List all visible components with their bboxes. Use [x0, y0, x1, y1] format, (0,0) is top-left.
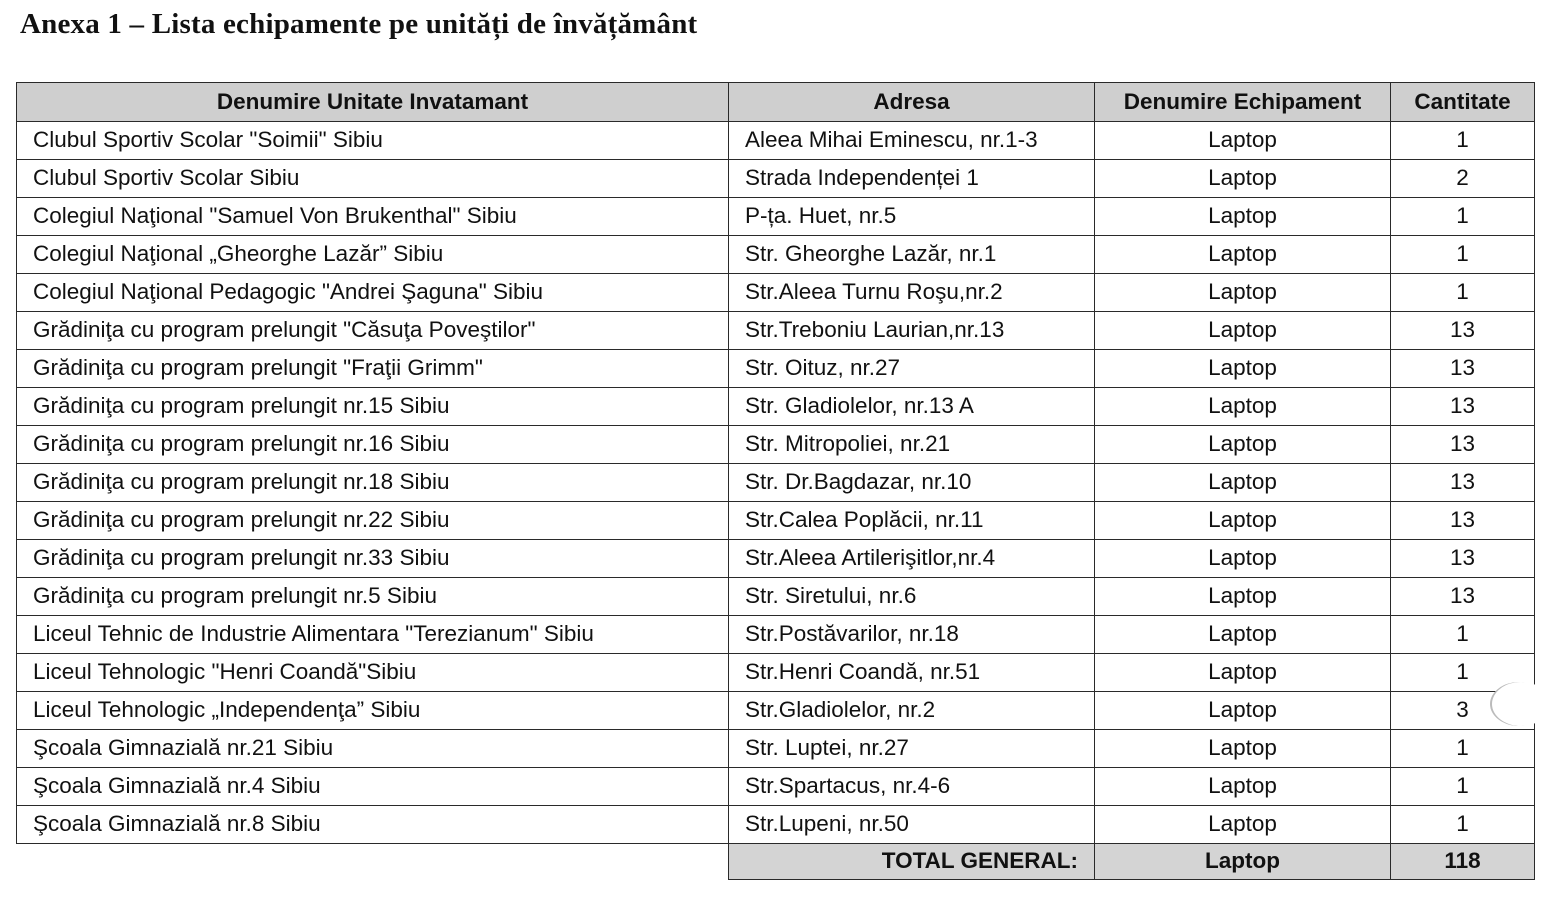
- quantity-cell: 3: [1391, 692, 1535, 730]
- table-row: [17, 578, 1535, 616]
- address-cell: Str.Aleea Artilerişitlor,nr.4: [729, 540, 1095, 578]
- unit-name-cell: Şcoala Gimnazială nr.8 Sibiu: [17, 806, 729, 844]
- page-title: Anexa 1 – Lista echipamente pe unități de învățământ: [20, 8, 698, 40]
- address-cell: Str. Gladiolelor, nr.13 A: [729, 388, 1095, 426]
- table-row: [17, 654, 1535, 692]
- unit-name-cell: Grădiniţa cu program prelungit nr.22 Sibiu: [17, 502, 729, 540]
- address-cell: Str. Mitropoliei, nr.21: [729, 426, 1095, 464]
- unit-name-cell: Grădiniţa cu program prelungit nr.15 Sibiu: [17, 388, 729, 426]
- equipment-cell: Laptop: [1095, 806, 1391, 844]
- table-row: [17, 806, 1535, 844]
- header-quantity: Cantitate: [1391, 83, 1535, 122]
- address-cell: Str.Gladiolelor, nr.2: [729, 692, 1095, 730]
- equipment-cell: Laptop: [1095, 198, 1391, 236]
- quantity-cell: 13: [1391, 350, 1535, 388]
- unit-name-cell: Grădiniţa cu program prelungit nr.16 Sibiu: [17, 426, 729, 464]
- quantity-cell: 1: [1391, 730, 1535, 768]
- total-quantity: 118: [1391, 844, 1535, 880]
- total-row: [17, 844, 1535, 880]
- total-row-spacer: [17, 844, 729, 880]
- address-cell: P-ța. Huet, nr.5: [729, 198, 1095, 236]
- equipment-cell: Laptop: [1095, 350, 1391, 388]
- equipment-cell: Laptop: [1095, 122, 1391, 160]
- address-cell: Str. Siretului, nr.6: [729, 578, 1095, 616]
- unit-name-cell: Grădiniţa cu program prelungit "Căsuţa Poveştilor": [17, 312, 729, 350]
- quantity-cell: 13: [1391, 464, 1535, 502]
- unit-name-cell: Clubul Sportiv Scolar Sibiu: [17, 160, 729, 198]
- equipment-table: [16, 82, 1535, 880]
- equipment-cell: Laptop: [1095, 654, 1391, 692]
- table-row: [17, 388, 1535, 426]
- header-address: Adresa: [729, 83, 1095, 122]
- table-row: [17, 350, 1535, 388]
- address-cell: Str.Spartacus, nr.4-6: [729, 768, 1095, 806]
- quantity-cell: 1: [1391, 274, 1535, 312]
- header-equipment: Denumire Echipament: [1095, 83, 1391, 122]
- unit-name-cell: Colegiul Naţional Pedagogic "Andrei Şaguna" Sibiu: [17, 274, 729, 312]
- quantity-cell: 2: [1391, 160, 1535, 198]
- equipment-cell: Laptop: [1095, 388, 1391, 426]
- address-cell: Str.Henri Coandă, nr.51: [729, 654, 1095, 692]
- address-cell: Str. Luptei, nr.27: [729, 730, 1095, 768]
- equipment-cell: Laptop: [1095, 692, 1391, 730]
- unit-name-cell: Colegiul Naţional "Samuel Von Brukenthal" Sibiu: [17, 198, 729, 236]
- unit-name-cell: Grădiniţa cu program prelungit nr.33 Sibiu: [17, 540, 729, 578]
- unit-name-cell: Liceul Tehnic de Industrie Alimentara "Terezianum" Sibiu: [17, 616, 729, 654]
- equipment-cell: Laptop: [1095, 730, 1391, 768]
- table-header: [17, 83, 1535, 122]
- table-footer: [17, 844, 1535, 880]
- table-row: [17, 426, 1535, 464]
- unit-name-cell: Liceul Tehnologic „Independenţa” Sibiu: [17, 692, 729, 730]
- address-cell: Str. Oituz, nr.27: [729, 350, 1095, 388]
- table-row: [17, 312, 1535, 350]
- quantity-cell: 1: [1391, 654, 1535, 692]
- table-row: [17, 274, 1535, 312]
- total-label: TOTAL GENERAL:: [729, 844, 1095, 880]
- table-row: [17, 692, 1535, 730]
- quantity-cell: 13: [1391, 426, 1535, 464]
- address-cell: Str.Lupeni, nr.50: [729, 806, 1095, 844]
- header-unit-name: Denumire Unitate Invatamant: [17, 83, 729, 122]
- total-equipment: Laptop: [1095, 844, 1391, 880]
- table-row: [17, 616, 1535, 654]
- equipment-cell: Laptop: [1095, 274, 1391, 312]
- quantity-cell: 1: [1391, 236, 1535, 274]
- quantity-cell: 1: [1391, 122, 1535, 160]
- quantity-cell: 1: [1391, 806, 1535, 844]
- unit-name-cell: Grădiniţa cu program prelungit nr.18 Sibiu: [17, 464, 729, 502]
- quantity-cell: 13: [1391, 540, 1535, 578]
- quantity-cell: 1: [1391, 198, 1535, 236]
- equipment-cell: Laptop: [1095, 312, 1391, 350]
- equipment-cell: Laptop: [1095, 464, 1391, 502]
- unit-name-cell: Grădiniţa cu program prelungit nr.5 Sibiu: [17, 578, 729, 616]
- equipment-cell: Laptop: [1095, 616, 1391, 654]
- table-body: [17, 122, 1535, 844]
- address-cell: Str.Postăvarilor, nr.18: [729, 616, 1095, 654]
- equipment-cell: Laptop: [1095, 426, 1391, 464]
- table-row: [17, 540, 1535, 578]
- address-cell: Str.Aleea Turnu Roşu,nr.2: [729, 274, 1095, 312]
- quantity-cell: 13: [1391, 388, 1535, 426]
- table-row: [17, 122, 1535, 160]
- quantity-cell: 13: [1391, 578, 1535, 616]
- quantity-cell: 13: [1391, 312, 1535, 350]
- unit-name-cell: Clubul Sportiv Scolar "Soimii" Sibiu: [17, 122, 729, 160]
- address-cell: Str.Treboniu Laurian,nr.13: [729, 312, 1095, 350]
- address-cell: Str.Calea Poplăcii, nr.11: [729, 502, 1095, 540]
- unit-name-cell: Şcoala Gimnazială nr.4 Sibiu: [17, 768, 729, 806]
- equipment-cell: Laptop: [1095, 540, 1391, 578]
- equipment-cell: Laptop: [1095, 578, 1391, 616]
- unit-name-cell: Grădiniţa cu program prelungit "Fraţii Grimm": [17, 350, 729, 388]
- table-row: [17, 502, 1535, 540]
- quantity-cell: 1: [1391, 616, 1535, 654]
- unit-name-cell: Liceul Tehnologic "Henri Coandă"Sibiu: [17, 654, 729, 692]
- header-row: [17, 83, 1535, 122]
- table-row: [17, 198, 1535, 236]
- quantity-cell: 1: [1391, 768, 1535, 806]
- table-row: [17, 768, 1535, 806]
- table-row: [17, 236, 1535, 274]
- unit-name-cell: Şcoala Gimnazială nr.21 Sibiu: [17, 730, 729, 768]
- equipment-cell: Laptop: [1095, 502, 1391, 540]
- punch-hole-mark: [1492, 682, 1546, 726]
- address-cell: Str. Gheorghe Lazăr, nr.1: [729, 236, 1095, 274]
- equipment-cell: Laptop: [1095, 236, 1391, 274]
- equipment-cell: Laptop: [1095, 160, 1391, 198]
- quantity-cell: 13: [1391, 502, 1535, 540]
- address-cell: Str. Dr.Bagdazar, nr.10: [729, 464, 1095, 502]
- unit-name-cell: Colegiul Naţional „Gheorghe Lazăr” Sibiu: [17, 236, 729, 274]
- address-cell: Aleea Mihai Eminescu, nr.1-3: [729, 122, 1095, 160]
- address-cell: Strada Independenței 1: [729, 160, 1095, 198]
- table-row: [17, 730, 1535, 768]
- table-row: [17, 160, 1535, 198]
- table-row: [17, 464, 1535, 502]
- equipment-cell: Laptop: [1095, 768, 1391, 806]
